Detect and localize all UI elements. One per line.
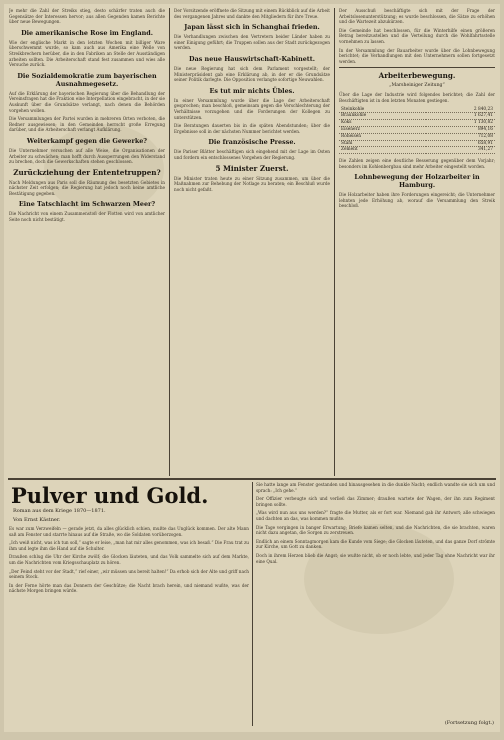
article-headline: 5 Minister Zuerst. [215,163,289,173]
article-text: Der Ausschuß beschäftigte sich mit der Frage der Arbeitslosenunterstützung; es wurde beschlossen, die Sätze zu erhöhen und die Wartezeit abzukürzen. [339,8,495,25]
table-row [339,120,495,127]
article-headline: Weiterkampf gegen die Gewerke? [26,136,148,145]
column-1 [9,8,165,476]
article-text: Wie der englische Markt in den letzten Wochen mit billiger Ware überschwemmt wurde, so kam auch aus Amerika eine Welle von Streikbrechern herüber, die in den Fabriken an Stelle der Ausständigen arbeiten sollten. Die Arbeiterschaft stand fest zusammen und wies alle Versuche zurück. [9,39,165,68]
table-row [339,140,495,147]
article-text: Nach Meldungen aus Paris soll die Räumung des besetzten Gebietes in nächster Zeit erfolgen; die Regierung hat jedoch noch keine amtliche Bestätigung gegeben. [9,179,165,196]
article-headline: Japan lässt sich in Schanghai frieden. [184,23,320,32]
article-text: Die neue Regierung hat sich dem Parlament vorgestellt; der Ministerpräsident gab eine Erklärung ab, in der er die Grundsätze seiner Politik darlegte. Die Opposition verlangte sofortige Neuwahlen. [174,65,330,83]
table-row [339,147,495,154]
table-cell-label: Roheisen [339,133,426,140]
story-text: Doch in ihrem Herzen blieb die Angst; sie wußte nicht, ob er noch lebte, und jeder Tag ohne Nachricht war ihr eine Qual. [256,552,495,564]
continuation-note: (Fortsetzung folgt.) [444,720,494,726]
story-text: Draußen schlug die Uhr der Kirche zwölf; die Glocken läuteten, und das Volk sammelte sich auf dem Markte, um die Nachrichten vom Kriegsschauplatz zu hören. [9,554,249,565]
section-headline: Arbeiterbewegung. [378,71,456,81]
table-row [339,133,495,140]
table-cell-value: 658,91 [426,140,495,147]
article-headline: Das neue Hauswirtschaft-Kabinett. [189,54,315,63]
article-text: Die Pariser Blätter beschäftigen sich eingehend mit der Lage im Osten und fordern ein entschlossenes Vorgehen der Regierung. [174,149,330,160]
column-2 [174,8,330,476]
section-rule [339,67,495,68]
table-row [339,126,495,133]
feuilleton-right [256,482,495,726]
story-text: „Ich weiß nicht, was ich tun soll,“ sagte er leise, „man hat mir alles genommen, was ich besaß.“ Die Frau trat zu ihm und legte ihm die Hand auf die Schulter. [9,540,249,551]
article-headline: Die französische Presse. [208,138,296,147]
column-3 [339,8,495,476]
section-subtitle: „Marsheiniger Zeitung“ [389,83,445,89]
story-text: „Der Feind steht vor der Stadt,“ rief einer, „wir müssen uns bereit halten!“ Da erhob sich der Alte und griff nach seinem Stock. [9,568,249,580]
story-text: In der Ferne hörte man das Donnern der Geschütze; die Nacht brach herein, und niemand wußte, was der nächste Morgen bringen würde. [9,582,249,594]
article-text: Je mehr die Zahl der Streiks stieg, desto schärfer traten auch die Gegensätze der Interessen hervor; aus allen Gegenden kamen Berichte über neue Bewegungen. [9,8,165,25]
table-cell-value: 894,16 [426,126,495,133]
story-text: Der Offizier verbeugte sich und verließ das Zimmer; draußen wartete der Wagen, der ihn zum Regiment bringen sollte. [256,496,495,507]
story-text: Sie hatte lange am Fenster gestanden und hinausgesehen in die dunkle Nacht; endlich wandte sie sich um und sprach: „Ich gehe.“ [256,482,495,493]
feuilleton-subtitle: Roman aus dem Kriege 1870—1871. [13,508,106,514]
article-text: In der Versammlung der Bauarbeiter wurde über die Lohnbewegung berichtet; die Verhandlungen mit den Unternehmern sollen fortgesetzt werden. [339,47,495,64]
feuilleton-left [9,482,249,726]
article-headline: Es tut mir nichts Übles. [209,86,295,95]
section-divider [8,478,496,480]
article-text: Die Gemeinde hat beschlossen, für die Winterhilfe einen größeren Betrag bereitzustellen und die Verteilung durch die Wohlfahrtsstelle vornehmen zu lassen. [339,27,495,44]
table-cell-value: 1 130,82 [426,120,495,127]
story-text: Die Tage vergingen in banger Erwartung; Briefe kamen selten, und die Nachrichten, die sie brachten, waren nicht dazu angetan, die Sorgen zu zerstreuen. [256,524,495,536]
table-cell-label: Eisenerz [339,126,426,133]
article-text: Die Verhandlungen zwischen den Vertretern beider Länder haben zu einer Einigung geführt; die Truppen sollen aus der Stadt zurückgezogen werden. [174,34,330,51]
article-headline: Die Sozialdemokratie zum bayerischen Ausnahmegesetz. [17,71,157,88]
table-cell-label: Braunkohle [339,113,426,120]
article-text: In einer Versammlung wurde über die Lage der Arbeiterschaft gesprochen; man beschloß, gemeinsam gegen die Verschlechterung der Verhältnisse vorzugehen und die Forderungen der Kollegen zu unterstützen. [174,97,330,120]
article-text: Die Zahlen zeigen eine deutliche Besserung gegenüber dem Vorjahr; besonders im Kohlenbergbau sind mehr Arbeiter eingestellt worden. [339,158,495,169]
article-text: Die Nachricht von einem Zusammenstoß der Flotten wird von amtlicher Seite noch nicht bestätigt. [9,211,165,223]
article-headline: Zurückziehung der Ententetruppen? [13,167,161,177]
column-divider [252,482,253,726]
table-cell-label: Stahl [339,140,426,147]
article-text: Die Unternehmer versuchen auf alle Weise, die Organisationen der Arbeiter zu schwächen; man hofft durch Aussperrungen den Widerstand zu brechen, doch die Gewerkschaften stehen geschlossen. [9,147,165,165]
article-headline: Eine Tatschlacht im Schwarzen Meer? [18,200,156,209]
article-text: Die Minister traten heute zu einer Sitzung zusammen, um über die Maßnahmen zur Behebung der Notlage zu beraten; ein Beschluß wurde noch nicht gefaßt. [174,175,330,192]
article-text: Der Vorsitzende eröffnete die Sitzung mit einem Rückblick auf die Arbeit des vergangenen Jahres und dankte den Mitgliedern für ihre Treue. [174,8,330,19]
table-cell-label: Koks [339,120,426,127]
table-cell-value: 2 840,23 [426,107,495,113]
article-headline: Lohnbewegung der Holzarbeiter in Hamburg. [354,173,480,190]
newspaper-page [4,4,500,732]
table-cell-value: 712,08 [426,133,495,140]
table-row [339,113,495,120]
story-text: „Was wird nun aus uns werden?“ fragte die Mutter, als er fort war. Niemand gab ihr Antwort; alle schwiegen und dachten an das, was kommen mußte. [256,510,495,521]
feuilleton-author: Von Ernst Kästner. [13,517,61,523]
article-text: Über die Lage der Industrie wird folgendes berichtet; die Zahl der Beschäftigten ist in den letzten Monaten gestiegen. [339,92,495,103]
article-text: Die Beratungen dauerten bis in die späten Abendstunden; über die Ergebnisse soll in der nächsten Nummer berichtet werden. [174,123,330,134]
column-divider [334,8,335,476]
article-headline: Die amerikanische Rose im England. [21,28,153,37]
article-text: Auf die Erklärung der bayerischen Regierung über die Behandlung der Vereinsfragen hat die Fraktion eine Interpellation eingebracht, in der sie Auskunft über die Grundsätze verlangt, nach denen die Behörden vorgehen wollen. [9,90,165,113]
story-text: Es war zum Verzweifeln — gerade jetzt, da alles glücklich schien, mußte das Unglück kommen. Der alte Mann saß am Fenster und starrte hinaus auf die Straße, wo die Soldaten vorüberzogen. [9,526,249,537]
statistics-table [339,107,495,155]
table-cell-value: 341,27 [426,147,495,154]
article-text: Die Holzarbeiter haben ihre Forderungen eingereicht; die Unternehmer lehnten jede Erhöhung ab, worauf die Versammlung den Streik beschloß. [339,192,495,209]
table-cell-value: 1 627,41 [426,113,495,120]
feuilleton-title: Pulver und Gold. [11,483,209,508]
article-text: Die Versammlungen der Partei wurden in mehreren Orten verboten, die Redner ausgewiesen; in den Gemeinden herrscht große Erregung darüber, und die Arbeiterschaft verlangt Aufklärung. [9,116,165,133]
table-cell-label: Steinkohle [339,107,426,113]
column-divider [169,8,170,476]
table-cell-label: Zement [339,147,426,154]
story-text: Endlich an einem Sonntagmorgen kam die Kunde vom Siege; die Glocken läuteten, und das ganze Dorf strömte zur Kirche, um Gott zu danken. [256,538,495,550]
